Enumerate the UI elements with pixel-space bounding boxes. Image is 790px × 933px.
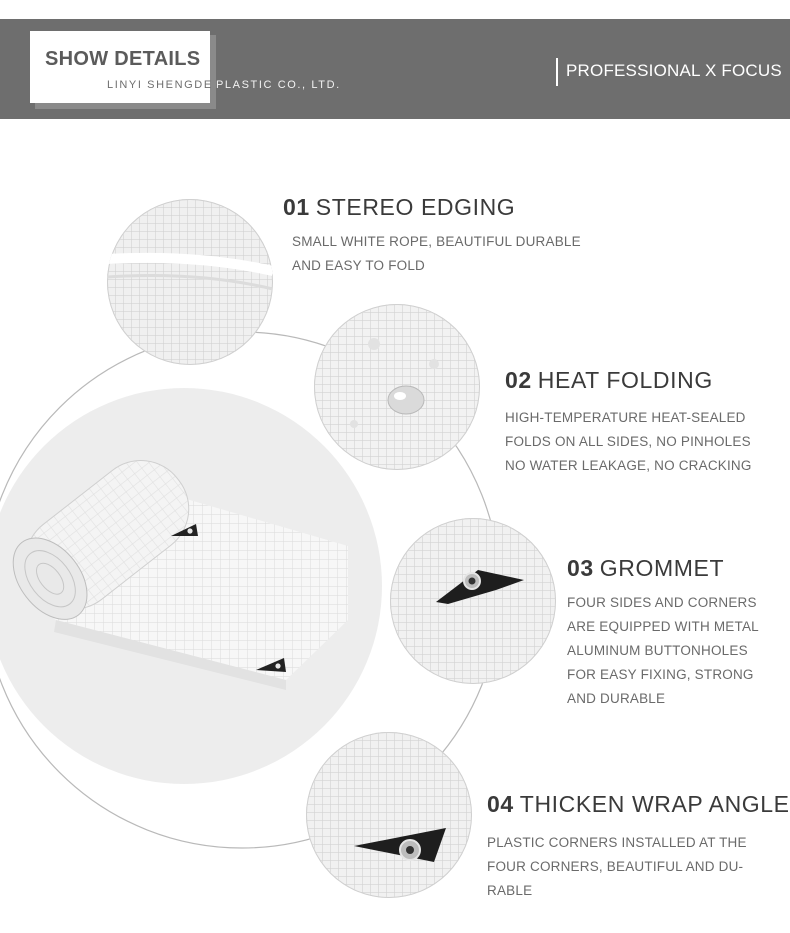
feature-04-description [487, 831, 747, 903]
detail-image-stereo-edging [107, 199, 273, 365]
feature-03-line: AND DURABLE [567, 691, 666, 706]
detail-image-wrap-angle [306, 732, 472, 898]
feature-04-title [487, 791, 790, 818]
feature-03-line: ALUMINUM BUTTONHOLES [567, 643, 748, 658]
feature-04-line: PLASTIC CORNERS INSTALLED AT THE [487, 835, 747, 850]
feature-02-line: NO WATER LEAKAGE, NO CRACKING [505, 458, 752, 473]
detail-image-grommet [390, 518, 556, 684]
feature-02-title [505, 367, 713, 394]
feature-01-line: AND EASY TO FOLD [292, 258, 425, 273]
feature-03-line: FOR EASY FIXING, STRONG [567, 667, 754, 682]
feature-01-number: 01 [283, 194, 310, 220]
feature-04-heading: THICKEN WRAP ANGLE [519, 791, 790, 817]
feature-01-description [292, 230, 581, 278]
company-name-part2: PLASTIC CO., LTD. [216, 79, 341, 91]
header-tagline: PROFESSIONAL X FOCUS [566, 61, 782, 80]
feature-04-number: 04 [487, 791, 514, 817]
product-main-image [0, 388, 382, 784]
feature-03-title [567, 555, 724, 582]
feature-02-line: HIGH-TEMPERATURE HEAT-SEALED [505, 410, 746, 425]
feature-04-line: FOUR CORNERS, BEAUTIFUL AND DU- [487, 859, 744, 874]
feature-04-line: RABLE [487, 883, 533, 898]
feature-03-description [567, 591, 759, 711]
feature-03-number: 03 [567, 555, 594, 581]
feature-01-line: SMALL WHITE ROPE, BEAUTIFUL DURABLE [292, 234, 581, 249]
feature-03-line: FOUR SIDES AND CORNERS [567, 595, 757, 610]
feature-01-heading: STEREO EDGING [315, 194, 516, 220]
detail-image-heat-folding [314, 304, 480, 470]
feature-01-title [283, 194, 515, 221]
show-details-title: SHOW DETAILS [45, 48, 201, 70]
feature-03-line: ARE EQUIPPED WITH METAL [567, 619, 759, 634]
feature-02-heading: HEAT FOLDING [537, 367, 713, 393]
feature-02-description [505, 406, 752, 478]
company-name-part1: LINYI SHENGDE [107, 79, 213, 91]
feature-02-number: 02 [505, 367, 532, 393]
feature-03-heading: GROMMET [599, 555, 725, 581]
feature-02-line: FOLDS ON ALL SIDES, NO PINHOLES [505, 434, 751, 449]
